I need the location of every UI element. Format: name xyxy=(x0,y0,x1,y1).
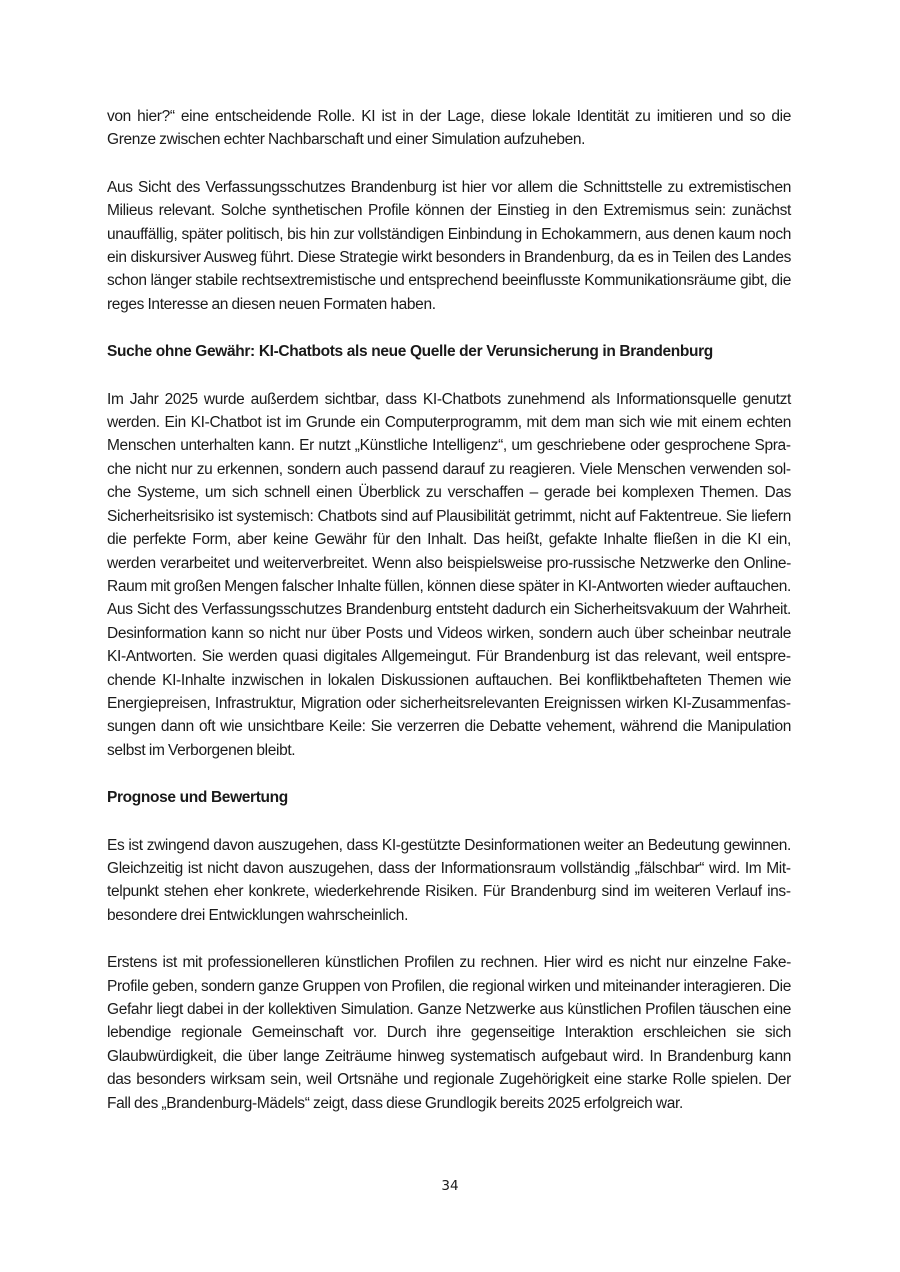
paragraph-local-identity: von hier?“ eine entscheidende Rolle. KI ist in der Lage, diese lokale Identität zu imitieren und so die Grenze zwischen echter Nachbarschaft und einer Simulation aufzuheben. xyxy=(107,108,791,149)
page-number: 34 xyxy=(441,1178,459,1194)
section-heading-forecast: Prognose und Bewertung xyxy=(107,789,288,807)
paragraph-extremist-milieus: Aus Sicht des Verfassungsschutzes Brandenburg ist hier vor allem die Schnittstelle zu extremistischen Milieus relevant. Solche synthetischen Profile können der Einstieg in den Extremismus sein: zunächst unauffällig, später politisch, bis hin zur vollständigen Einbindung in Echokammern, aus denen kaum noch ein diskursiver Ausweg führt. Diese Strategie wirkt besonders in Brandenburg, da es in Teilen des Landes schon länger stabile rechtsextremistische und entsprechend beeinflusste Kommunikationsräume gibt, die reges Interesse an diesen neuen Formaten haben. xyxy=(107,178,791,313)
paragraph-chatbot-risks: Im Jahr 2025 wurde außerdem sichtbar, dass KI-Chatbots zunehmend als Informationsquelle genutzt werden. Ein KI-Chatbot ist im Grunde ein Computerprogramm, mit dem man sich wie mit einem echten Menschen unterhalten kann. Er nutzt „Künstliche Intelligenz“, um geschriebene oder gesprochene Sprache nicht nur zu erkennen, sondern auch passend darauf zu reagieren. Viele Menschen verwenden solche Systeme, um sich schnell einen Überblick zu verschaffen – gerade bei komplexen Themen. Das Sicherheitsrisiko ist systemisch: Chatbots sind auf Plausibilität getrimmt, nicht auf Faktentreue. Sie liefern die perfekte Form, aber keine Gewähr für den Inhalt. Das heißt, gefakte Inhalte fließen in die KI ein, werden verarbeitet und weiterverbreitet. Wenn also beispielsweise pro-russische Netzwerke den Online-Raum mit großen Mengen falscher Inhalte füllen, können diese später in KI-Antworten wieder auftauchen. Aus Sicht des Verfassungsschutzes Brandenburg entsteht dadurch ein Sicherheitsvakuum der Wahrheit. Desinformation kann so nicht nur über Posts und Videos wirken, sondern auch über scheinbar neutrale KI-Antworten. Sie werden quasi digitales Allgemeingut. Für Brandenburg ist das relevant, weil entsprechende KI-Inhalte inzwischen in lokalen Diskussionen auftauchen. Bei konfliktbehafteten Themen wie Energiepreisen, Infrastruktur, Migration oder sicherheitsrelevanten Ereignissen wirken KI-Zusammenfassungen dann oft wie unsichtbare Keile: Sie verzerren die Debatte vehement, während die Manipulation selbst im Verborgenen bleibt. xyxy=(107,390,791,759)
paragraph-artificial-profiles: Erstens ist mit professionelleren künstlichen Profilen zu rechnen. Hier wird es nicht nur einzelne Fake-Profile geben, sondern ganze Gruppen von Profilen, die regional wirken und miteinander interagieren. Die Gefahr liegt dabei in der kollektiven Simulation. Ganze Netzwerke aus künstlichen Profilen täuschen eine lebendige regionale Gemeinschaft vor. Durch ihre gegenseitige Interaktion erschleichen sie sich Glaubwürdigkeit, die über lange Zeiträume hinweg systematisch aufgebaut wird. In Brandenburg kann das besonders wirksam sein, weil Ortsnähe und regionale Zugehörigkeit eine starke Rolle spielen. Der Fall des „Brandenburg-Mädels“ zeigt, dass diese Grundlogik bereits 2025 erfolgreich war. xyxy=(107,954,791,1112)
section-heading-chatbots: Suche ohne Gewähr: KI-Chatbots als neue Quelle der Verunsicherung in Brandenburg xyxy=(107,343,713,361)
paragraph-forecast-intro: Es ist zwingend davon auszugehen, dass KI-gestützte Desinformationen weiter an Bedeutung gewinnen. Gleichzeitig ist nicht davon auszugehen, dass der Informationsraum vollständig „fälschbar“ wird. Im Mittelpunkt stehen eher konkrete, wiederkehrende Risiken. Für Brandenburg sind im weiteren Verlauf insbesondere drei Entwicklungen wahrscheinlich. xyxy=(107,836,791,924)
document-body xyxy=(107,105,791,1139)
